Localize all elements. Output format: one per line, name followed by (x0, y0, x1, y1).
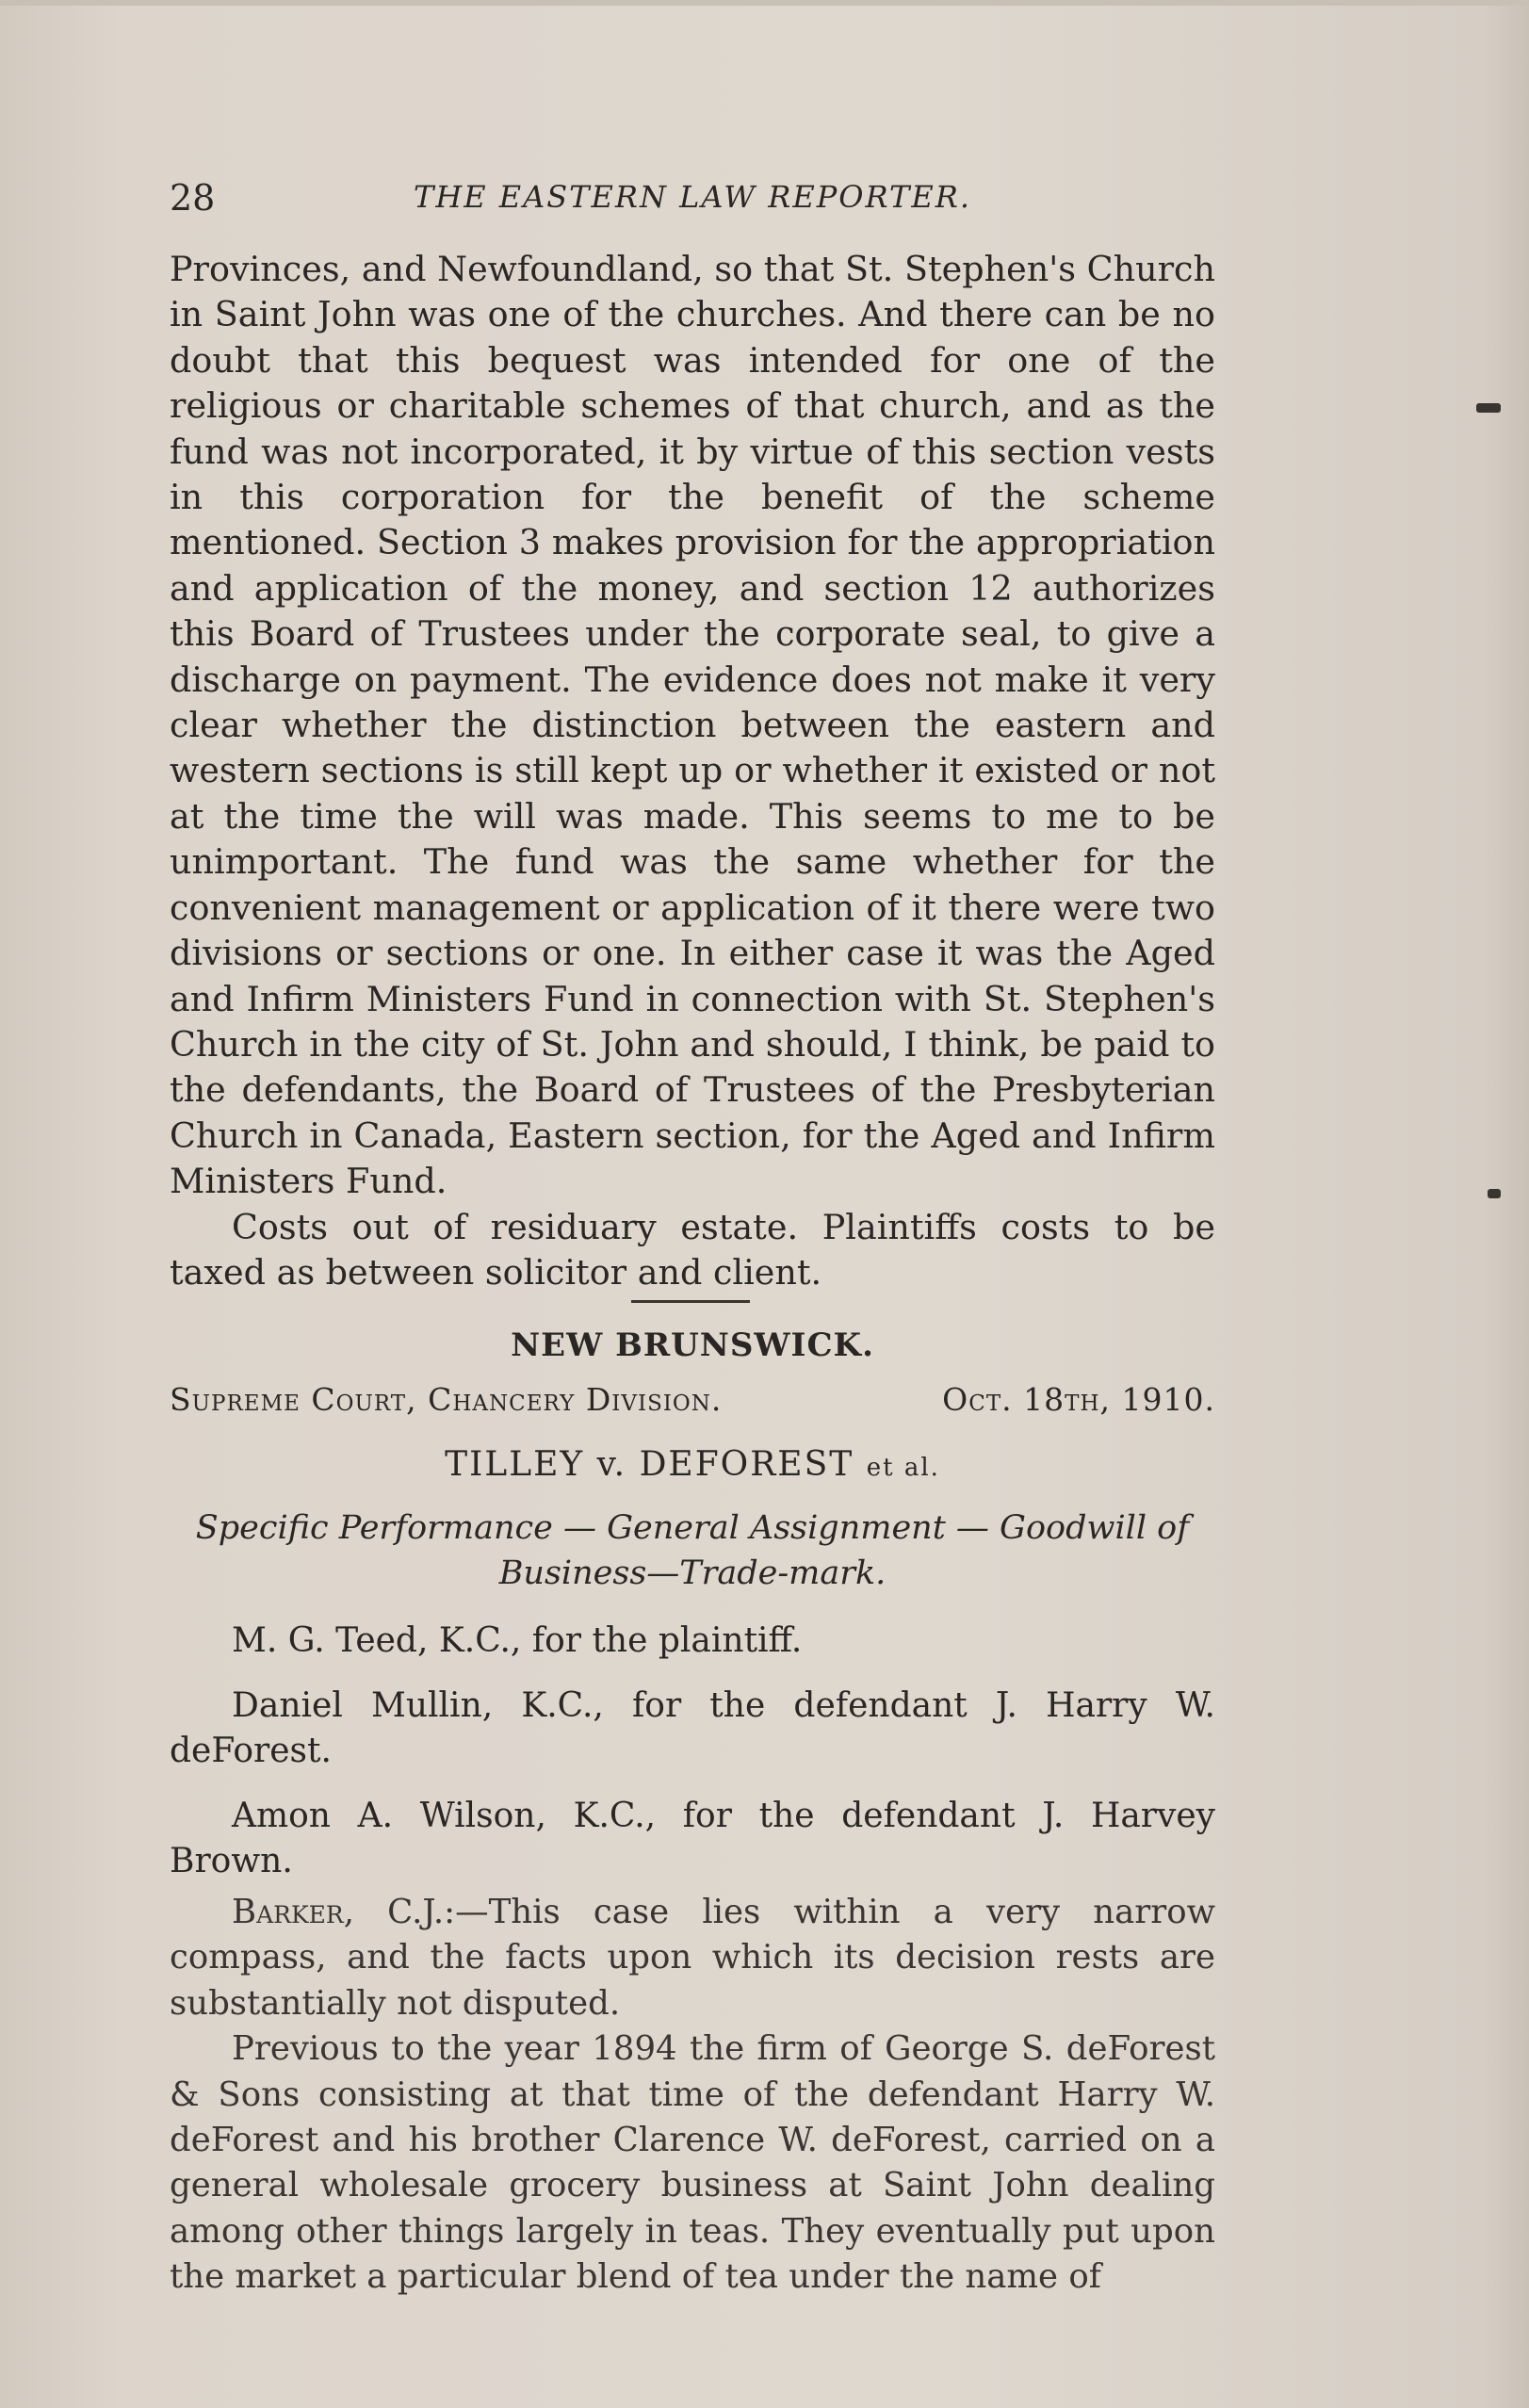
case-title-suffix: et al. (866, 1454, 940, 1482)
section-divider (631, 1300, 750, 1303)
counsel-defendant-deforest: Daniel Mullin, K.C., for the defendant J. Harry W. deForest. (170, 1685, 1215, 1771)
headnote-line-2: Business—Trade-mark. (498, 1554, 886, 1592)
court-name: Supreme Court, Chancery Division. (170, 1381, 723, 1418)
carryover-text (170, 247, 1215, 1295)
opinion-paragraph-1 (170, 1890, 1215, 2026)
headnote-line-1: Specific Performance — General Assignment — Goodwill of (195, 1509, 1190, 1547)
province-heading: NEW BRUNSWICK. (511, 1326, 874, 1364)
counsel-list (170, 1619, 1215, 1904)
running-head: THE EASTERN LAW REPORTER. (414, 179, 971, 215)
counsel-plaintiff: M. G. Teed, K.C., for the plaintiff. (232, 1621, 803, 1660)
counsel-defendant-brown: Amon A. Wilson, K.C., for the defendant J. Harvey Brown. (170, 1796, 1215, 1881)
case-title-main: TILLEY v. DEFOREST (445, 1445, 854, 1484)
decision-date: Oct. 18th, 1910. (942, 1381, 1215, 1418)
page-top-edge (0, 0, 1529, 6)
judge-name: Barker, C.J. (232, 1893, 445, 1931)
opinion-paragraph-1-text: :—This case lies within a very narrow compass, and the facts upon which its decision rests are substantially not disputed. (170, 1893, 1215, 2023)
page-header (170, 170, 1215, 226)
court-line (170, 1381, 1215, 1418)
opinion-text (170, 1890, 1215, 2301)
opinion-paragraph-2: Previous to the year 1894 the firm of George S. deForest & Sons consisting at that time of the defendant Harry W. deForest and his brother Clarence W. deForest, carried on a general wholesale grocery business at Saint John dealing among other things largely in teas. They eventually put upon the market a particular blend of tea under the name of (170, 2029, 1215, 2297)
margin-mark (1476, 403, 1501, 413)
carryover-paragraph: Provinces, and Newfoundland, so that St. Stephen's Church in Saint John was one of the churches. And there can be no doubt that this bequest was intended for one of the religious or charitable schemes of that church, and as the fund was not incorporated, it by virtue of this section vests in this corporation for the benefit of the scheme mentioned. Section 3 makes provision for the appropriation and application of the money, and section 12 authorizes this Board of Trustees under the corporate seal, to give a discharge on payment. The evidence does not make it very clear whether the distinction between the eastern and western sections is still kept up or whether it existed or not at the time the will was made. This seems to me to be unimportant. The fund was the same whether for the convenient management or application of it there were two divisions or sections or one. In either case it was the Aged and Infirm Ministers Fund in connection with St. Stephen's Church in the city of St. John and should, I think, be paid to the defendants, the Board of Trustees of the Presbyterian Church in Canada, Eastern section, for the Aged and Infirm Ministers Fund. (170, 249, 1215, 1202)
margin-mark (1488, 1189, 1501, 1198)
costs-paragraph: Costs out of residuary estate. Plaintiffs costs to be taxed as between solicitor and client. (170, 1206, 1215, 1293)
headnote (170, 1505, 1215, 1596)
case-title (170, 1445, 1215, 1484)
page-number: 28 (170, 177, 216, 219)
